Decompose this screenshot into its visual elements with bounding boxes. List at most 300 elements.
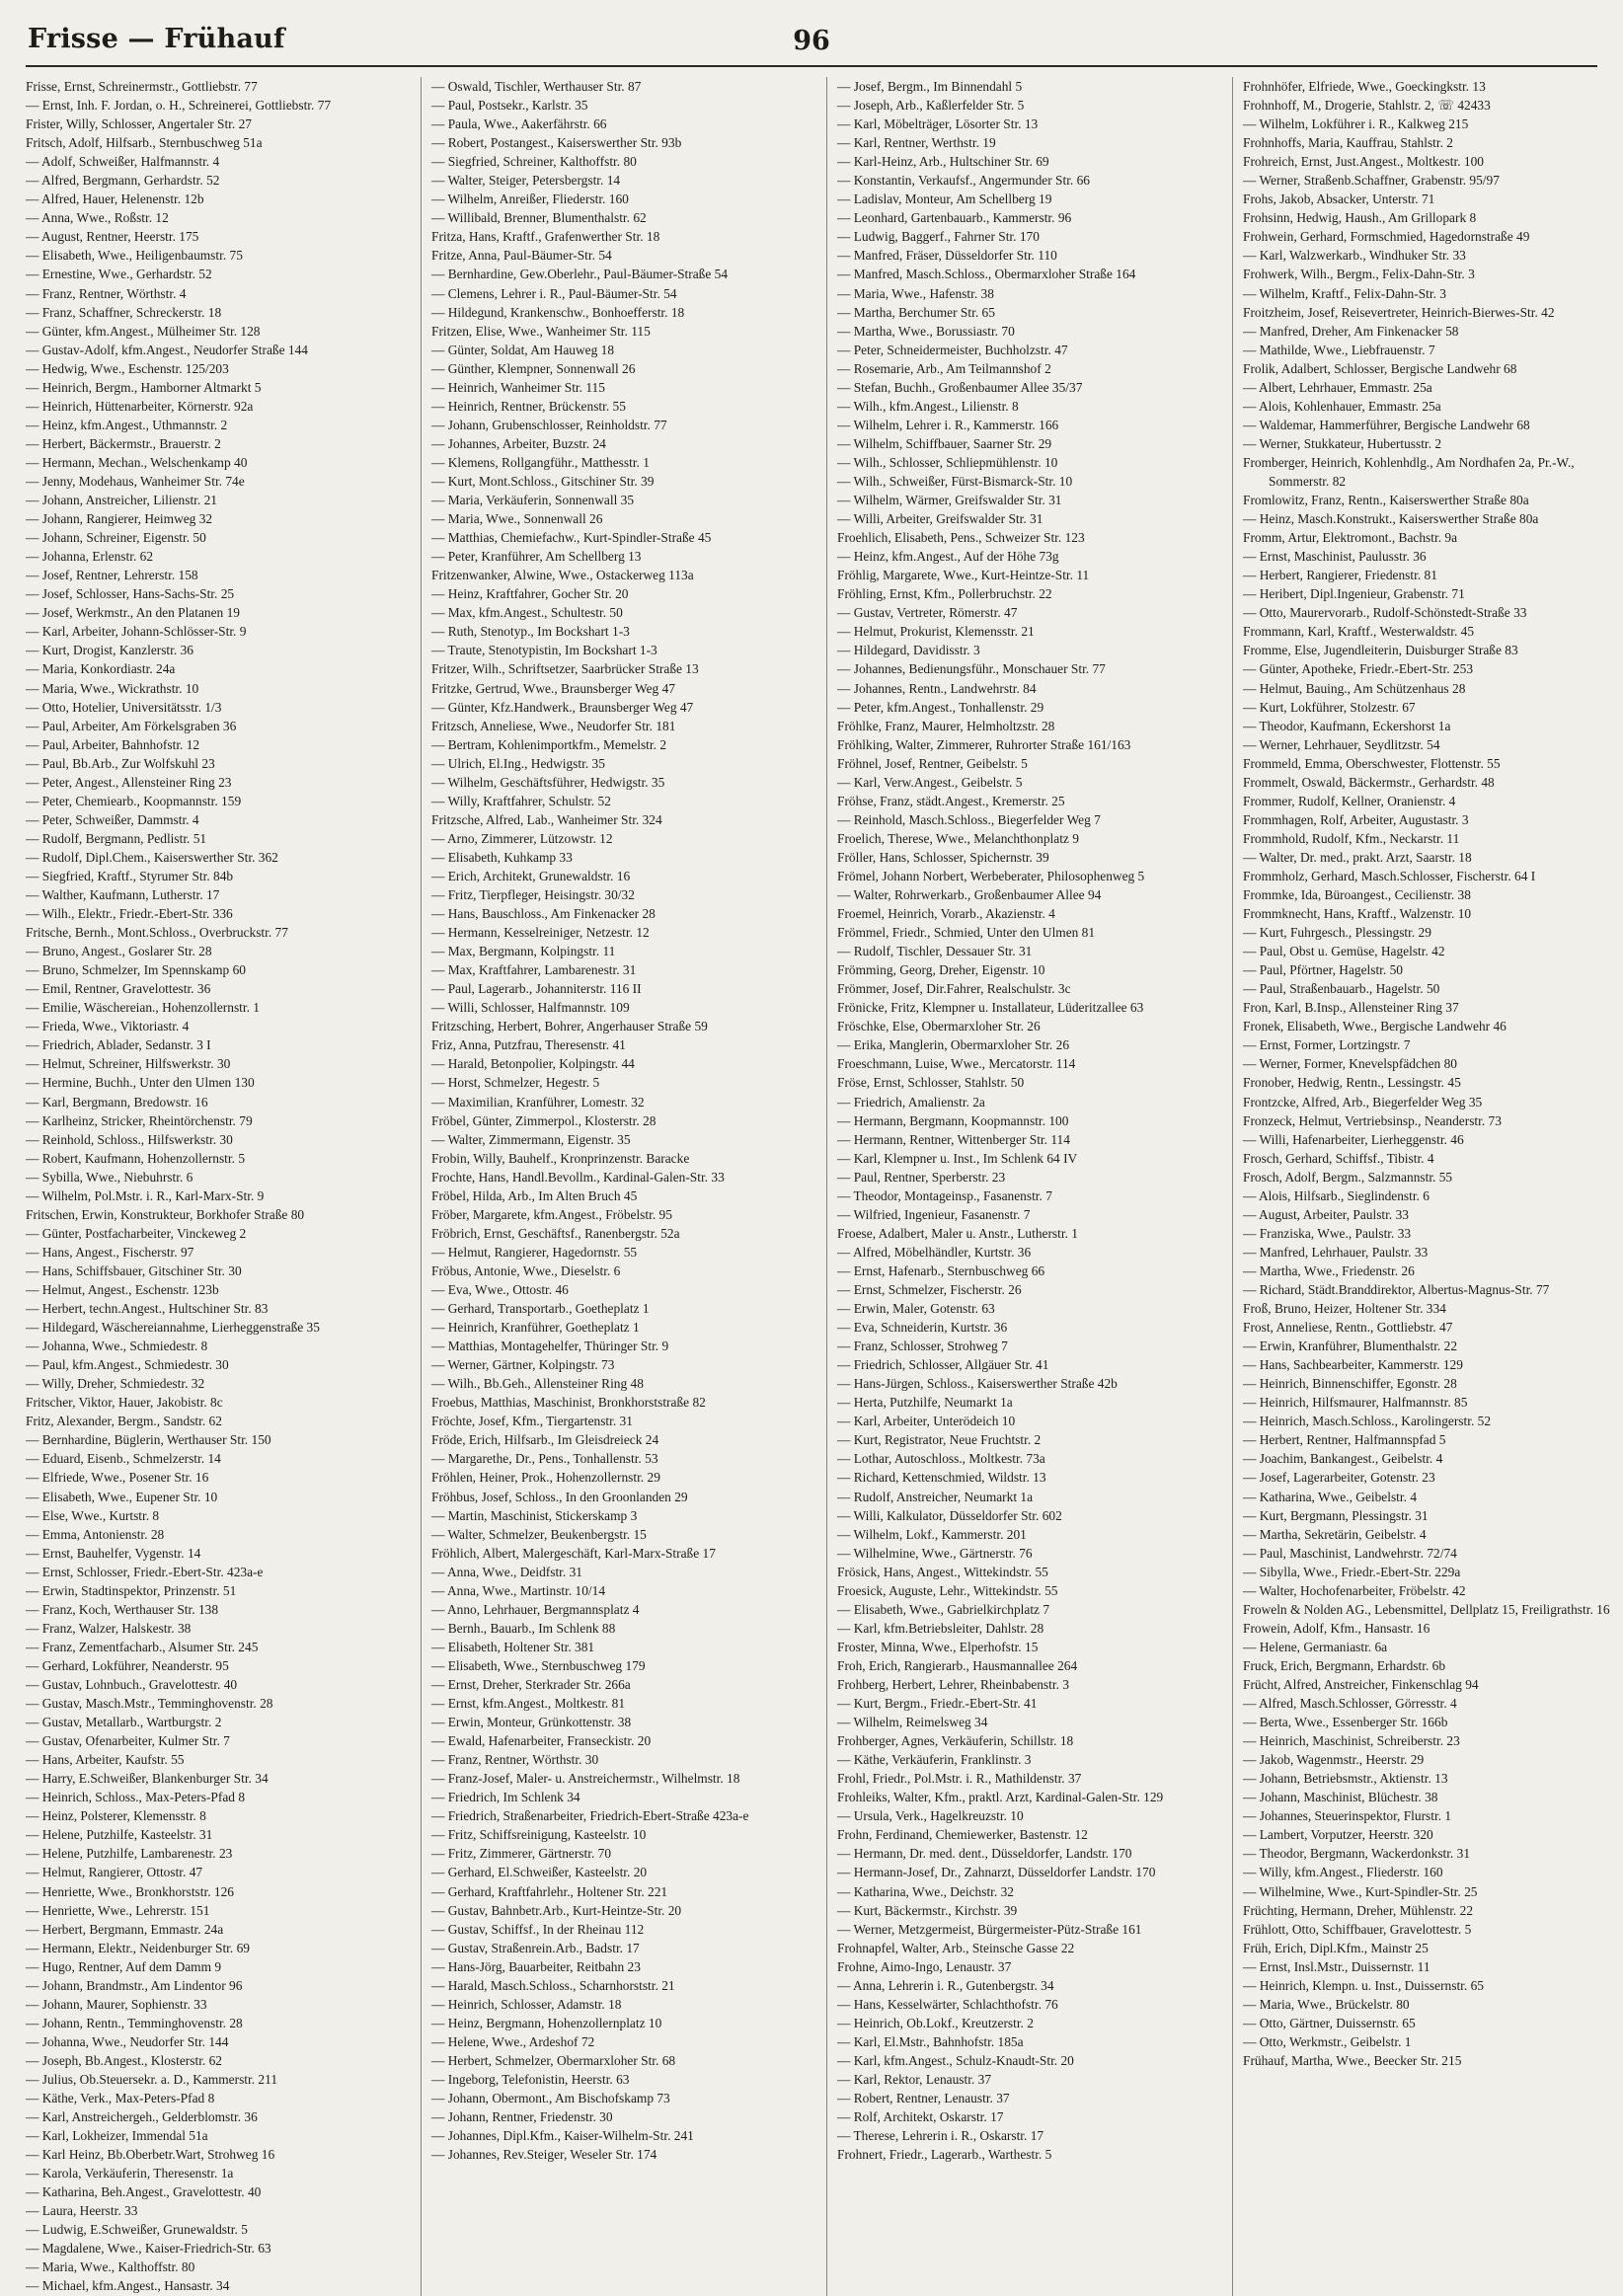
directory-entry: Frohnhoffs, Maria, Kauffrau, Stahlstr. 2 (1243, 135, 1453, 151)
directory-entry: Frommelt, Oswald, Bäckermstr., Gerhardstr. 48 (1243, 774, 1495, 790)
directory-entry: — Heinrich, Rentner, Brückenstr. 55 (431, 398, 626, 414)
directory-entry: — Matthias, Chemiefachw., Kurt-Spindler-Straße 45 (431, 530, 712, 546)
directory-entry: Fröse, Ernst, Schlosser, Stahlstr. 50 (837, 1075, 1025, 1091)
directory-entry: — Peter, Kranführer, Am Schellberg 13 (431, 549, 642, 565)
directory-entry: — Willi, Hafenarbeiter, Lierheggenstr. 46 (1243, 1131, 1464, 1147)
directory-entry: — Wilh., Elektr., Friedr.-Ebert-Str. 336 (26, 906, 233, 922)
directory-entry: — Franz, Schlosser, Strohweg 7 (837, 1339, 1008, 1354)
directory-entry: — Johann, Betriebsmstr., Aktienstr. 13 (1243, 1771, 1448, 1787)
directory-entry: — Käthe, Verk., Max-Peters-Pfad 8 (26, 2091, 215, 2106)
directory-entry: — Josef, Lagerarbeiter, Gotenstr. 23 (1243, 1470, 1435, 1486)
directory-entry: — Ernst, Inh. F. Jordan, o. H., Schreinerei, Gottliebstr. 77 (26, 98, 332, 114)
directory-entry: — Peter, kfm.Angest., Tonhallenstr. 29 (837, 699, 1044, 715)
directory-entry: — Peter, Angest., Allensteiner Ring 23 (26, 774, 232, 790)
directory-entry: — Helmut, Rangierer, Hagedornstr. 55 (431, 1244, 638, 1260)
directory-entry: — Rudolf, Bergmann, Pedlistr. 51 (26, 830, 207, 846)
directory-entry: — Traute, Stenotypistin, Im Bockshart 1-3 (431, 643, 657, 658)
directory-entry: — Elisabeth, Wwe., Heiligenbaumstr. 75 (26, 248, 243, 264)
directory-entry: — Karlheinz, Stricker, Rheintörchenstr. 79 (26, 1112, 253, 1128)
directory-entry: — Robert, Postangest., Kaiserswerther Str. 93b (431, 135, 682, 151)
directory-entry: Frosch, Gerhard, Schiffsf., Tibistr. 4 (1243, 1150, 1434, 1166)
directory-entry: Frohleiks, Walter, Kfm., praktl. Arzt, Kardinal-Galen-Str. 129 (837, 1790, 1164, 1805)
directory-entry: Fröbrich, Ernst, Geschäftsf., Ranenbergstr. 52a (431, 1225, 680, 1241)
directory-entry: — Margarethe, Dr., Pens., Tonhallenstr. 53 (431, 1451, 658, 1467)
directory-entry: — Wilhelm, Kraftf., Felix-Dahn-Str. 3 (1243, 285, 1446, 301)
directory-entry: — Ludwig, Baggerf., Fahrner Str. 170 (837, 229, 1040, 245)
directory-entry: — Günter, Apotheke, Friedr.-Ebert-Str. 253 (1243, 661, 1474, 677)
directory-entry: Fritzer, Wilh., Schriftsetzer, Saarbrücker Straße 13 (431, 661, 699, 677)
directory-entry: — Paul, Postsekr., Karlstr. 35 (431, 98, 588, 114)
directory-entry: — Paul, kfm.Angest., Schmiedestr. 30 (26, 1357, 229, 1373)
directory-entry: — Hermann-Josef, Dr., Zahnarzt, Düsseldorfer Landstr. 170 (837, 1865, 1156, 1880)
directory-entry: Frohne, Aimo-Ingo, Lenaustr. 37 (837, 1958, 1012, 1974)
directory-entry: — Heinz, Polsterer, Klemensstr. 8 (26, 1808, 206, 1824)
directory-entry: — Johanna, Erlenstr. 62 (26, 549, 154, 565)
directory-entry: — Maria, Verkäuferin, Sonnenwall 35 (431, 493, 635, 508)
directory-entry: — Werner, Straßenb.Schaffner, Grabenstr. 95/97 (1243, 173, 1500, 189)
directory-entry: Frochte, Hans, Handl.Bevollm., Kardinal-Galen-Str. 33 (431, 1169, 725, 1185)
directory-entry: — Gustav, Bahnbetr.Arb., Kurt-Heintze-Str. 20 (431, 1902, 682, 1918)
directory-entry: — Käthe, Verkäuferin, Franklinstr. 3 (837, 1752, 1032, 1768)
directory-entry: Frosch, Adolf, Bergm., Salzmannstr. 55 (1243, 1169, 1453, 1185)
directory-entry: Frohs, Jakob, Absacker, Unterstr. 71 (1243, 191, 1435, 207)
directory-entry: — Rudolf, Anstreicher, Neumarkt 1a (837, 1489, 1034, 1504)
directory-entry: — Bertram, Kohlenimportkfm., Memelstr. 2 (431, 736, 667, 752)
directory-entry: — Bernh., Bauarb., Im Schlenk 88 (431, 1620, 616, 1636)
directory-entry: — Heinrich, Kranführer, Goetheplatz 1 (431, 1320, 640, 1336)
directory-entry: Frost, Anneliese, Rentn., Gottliebstr. 47 (1243, 1320, 1453, 1336)
directory-entry: — Katharina, Wwe., Geibelstr. 4 (1243, 1489, 1418, 1504)
directory-entry: — Günter, kfm.Angest., Mülheimer Str. 128 (26, 323, 261, 339)
directory-entry: — Ulrich, El.Ing., Hedwigstr. 35 (431, 755, 605, 771)
directory-entry: — Hans-Jürgen, Schloss., Kaiserswerther Straße 42b (837, 1376, 1118, 1392)
directory-entry: — Joseph, Bb.Angest., Klosterstr. 62 (26, 2052, 222, 2068)
directory-entry: — Joachim, Bankangest., Geibelstr. 4 (1243, 1451, 1443, 1467)
directory-entry: — Rolf, Architekt, Oskarstr. 17 (837, 2109, 1004, 2125)
directory-entry: — Kurt, Bergmann, Plessingstr. 31 (1243, 1507, 1429, 1523)
directory-entry: — Waldemar, Hammerführer, Bergische Landwehr 68 (1243, 417, 1530, 432)
directory-entry: Frohwerk, Wilh., Bergm., Felix-Dahn-Str. 3 (1243, 267, 1475, 282)
directory-entry: — Rosemarie, Arb., Am Teilmannshof 2 (837, 360, 1051, 376)
directory-entry: — Peter, Chemiearb., Koopmannstr. 159 (26, 793, 242, 808)
directory-entry: — Erich, Architekt, Grunewaldstr. 16 (431, 868, 631, 883)
directory-entry: — Karl, El.Mstr., Bahnhofstr. 185a (837, 2033, 1024, 2049)
directory-entry: — Martha, Wwe., Friedenstr. 26 (1243, 1263, 1415, 1278)
directory-entry: — Ernst, Insl.Mstr., Duissernstr. 11 (1243, 1958, 1430, 1974)
directory-entry: — Franz, Schaffner, Schreckerstr. 18 (26, 304, 222, 320)
directory-entry: — Fritz, Zimmerer, Gärtnerstr. 70 (431, 1846, 612, 1862)
directory-entry: Fröller, Hans, Schlosser, Spichernstr. 39 (837, 849, 1049, 865)
directory-entry: — Kurt, Bergm., Friedr.-Ebert-Str. 41 (837, 1696, 1038, 1712)
directory-entry: — Manfred, Dreher, Am Finkenacker 58 (1243, 323, 1459, 339)
directory-entry: Froweln & Nolden AG., Lebensmittel, Dellplatz 15, Freiligrathstr. 16 (1243, 1601, 1610, 1617)
directory-entry: — Maximilian, Kranführer, Lomestr. 32 (431, 1094, 645, 1110)
directory-entry: — Helmut, Schreiner, Hilfswerkstr. 30 (26, 1056, 231, 1072)
directory-entry: Frühauf, Martha, Wwe., Beecker Str. 215 (1243, 2052, 1462, 2068)
directory-entry: — Hildegard, Wäschereiannahme, Lierheggenstraße 35 (26, 1320, 320, 1336)
directory-columns (26, 77, 1610, 2296)
directory-entry: — Karl, kfm.Betriebsleiter, Dahlstr. 28 (837, 1620, 1044, 1636)
directory-entry: — Herbert, techn.Angest., Hultschiner Str. 83 (26, 1301, 269, 1317)
directory-entry: — Jenny, Modehaus, Wanheimer Str. 74e (26, 473, 245, 489)
directory-entry: — Maria, Wwe., Hafenstr. 38 (837, 285, 994, 301)
directory-entry: Froesick, Auguste, Lehr., Wittekindstr. 55 (837, 1582, 1058, 1598)
directory-entry: — Walther, Kaufmann, Lutherstr. 17 (26, 887, 220, 903)
directory-entry: — Wilhelm, Pol.Mstr. i. R., Karl-Marx-Str. 9 (26, 1187, 265, 1203)
directory-entry: — Harry, E.Schweißer, Blankenburger Str. 34 (26, 1771, 269, 1787)
directory-entry: — Maria, Wwe., Brückelstr. 80 (1243, 1996, 1410, 2012)
directory-entry: — Anna, Wwe., Martinstr. 10/14 (431, 1582, 606, 1598)
directory-entry: — Ernst, Bauhelfer, Vygenstr. 14 (26, 1545, 201, 1561)
directory-entry: — Paul, Rentner, Sperberstr. 23 (837, 1169, 1006, 1185)
directory-entry: Frohberger, Agnes, Verkäuferin, Schillstr. 18 (837, 1733, 1074, 1749)
directory-entry: — Eduard, Eisenb., Schmelzerstr. 14 (26, 1451, 221, 1467)
directory-entry: — Kurt, Fuhrgesch., Plessingstr. 29 (1243, 925, 1431, 941)
directory-entry: — Julius, Ob.Steuersekr. a. D., Kammerstr. 211 (26, 2071, 278, 2087)
directory-entry: — Kurt, Lokführer, Stolzestr. 67 (1243, 699, 1416, 715)
directory-entry: — Heinrich, Schloss., Max-Peters-Pfad 8 (26, 1790, 246, 1805)
directory-entry: — Heinrich, Schlosser, Adamstr. 18 (431, 1996, 622, 2012)
directory-entry: — Wilhelm, Wärmer, Greifswalder Str. 31 (837, 493, 1062, 508)
directory-entry: Frommeld, Emma, Oberschwester, Flottenstr. 55 (1243, 755, 1501, 771)
running-title: Frisse — Frühauf (28, 24, 285, 54)
directory-entry: — Ruth, Stenotyp., Im Bockshart 1-3 (431, 624, 630, 640)
directory-entry: — Else, Wwe., Kurtstr. 8 (26, 1507, 160, 1523)
directory-entry: — Johann, Rentn., Temminghovenstr. 28 (26, 2015, 243, 2030)
directory-entry: — Heinrich, Wanheimer Str. 115 (431, 379, 605, 395)
directory-entry: Fromme, Else, Jugendleiterin, Duisburger Straße 83 (1243, 643, 1518, 658)
page-number: 96 (793, 26, 830, 56)
directory-entry: — Magdalene, Wwe., Kaiser-Friedrich-Str. 63 (26, 2241, 271, 2257)
directory-entry: — Gustav, Lohnbuch., Gravelottestr. 40 (26, 1676, 238, 1692)
directory-entry: — Heinz, kfm.Angest., Auf der Höhe 73g (837, 549, 1059, 565)
directory-entry: — Wilhelm, Lokf., Kammerstr. 201 (837, 1526, 1027, 1542)
directory-entry: — Otto, Werkmstr., Geibelstr. 1 (1243, 2033, 1412, 2049)
directory-entry: — Martha, Sekretärin, Geibelstr. 4 (1243, 1526, 1427, 1542)
directory-entry: — Willibald, Brenner, Blumenthalstr. 62 (431, 210, 647, 226)
directory-entry: — Laura, Heerstr. 33 (26, 2203, 138, 2219)
directory-entry: — Peter, Schweißer, Dammstr. 4 (26, 811, 199, 827)
directory-column-2 (421, 77, 814, 2296)
directory-entry: — Heinrich, Hüttenarbeiter, Körnerstr. 92a (26, 398, 254, 414)
directory-entry: — Max, Kraftfahrer, Lambarenestr. 31 (431, 962, 637, 978)
directory-entry: — Karl, Anstreichergeh., Gelderblomstr. 36 (26, 2109, 258, 2125)
directory-entry: — Heinrich, Binnenschiffer, Egonstr. 28 (1243, 1376, 1457, 1392)
directory-entry: — Frieda, Wwe., Viktoriastr. 4 (26, 1019, 190, 1034)
directory-entry: Frobin, Willy, Bauhelf., Kronprinzenstr. Baracke (431, 1150, 690, 1166)
directory-entry: Fröchte, Josef, Kfm., Tiergartenstr. 31 (431, 1414, 633, 1429)
directory-entry: — Bruno, Schmelzer, Im Spennskamp 60 (26, 962, 246, 978)
directory-entry: — Joseph, Arb., Kaßlerfelder Str. 5 (837, 98, 1025, 114)
directory-entry: Frolik, Adalbert, Schlosser, Bergische Landwehr 68 (1243, 360, 1517, 376)
directory-entry: — Walter, Schmelzer, Beukenbergstr. 15 (431, 1526, 647, 1542)
directory-entry: — Gustav, Vertreter, Römerstr. 47 (837, 605, 1018, 621)
directory-entry: Fritzenwanker, Alwine, Wwe., Ostackerweg 113a (431, 568, 694, 583)
directory-entry: — Kurt, Registrator, Neue Fruchtstr. 2 (837, 1432, 1042, 1448)
directory-entry: — Sybilla, Wwe., Niebuhrstr. 6 (26, 1169, 193, 1185)
directory-entry: Frönicke, Fritz, Klempner u. Installateur, Lüderitzallee 63 (837, 1000, 1144, 1016)
directory-entry: — Paul, Straßenbauarb., Hagelstr. 50 (1243, 981, 1440, 997)
directory-entry: — Eva, Schneiderin, Kurtstr. 36 (837, 1320, 1008, 1336)
directory-entry: — Friedrich, Ablader, Sedanstr. 3 I (26, 1037, 211, 1053)
directory-entry: — Fritz, Tierpfleger, Heisingstr. 30/32 (431, 887, 635, 903)
directory-entry: — Emma, Antonienstr. 28 (26, 1526, 165, 1542)
directory-entry: — Josef, Rentner, Lehrerstr. 158 (26, 568, 198, 583)
directory-entry: — Elfriede, Wwe., Posener Str. 16 (26, 1470, 209, 1486)
directory-column-1 (26, 77, 409, 2296)
page-header (26, 22, 1597, 67)
directory-entry: Frohnert, Friedr., Lagerarb., Warthestr. 5 (837, 2147, 1052, 2163)
directory-entry: — August, Rentner, Heerstr. 175 (26, 229, 199, 245)
directory-entry: — Reinhold, Schloss., Hilfswerkstr. 30 (26, 1131, 233, 1147)
directory-entry: Früchting, Hermann, Dreher, Mühlenstr. 22 (1243, 1902, 1474, 1918)
directory-entry: — Johannes, Bedienungsführ., Monschauer Str. 77 (837, 661, 1106, 677)
directory-entry: Froh, Erich, Rangierarb., Hausmannallee 264 (837, 1657, 1078, 1673)
directory-entry: — Günther, Klempner, Sonnenwall 26 (431, 360, 636, 376)
directory-entry: — Maria, Wwe., Kalthoffstr. 80 (26, 2259, 195, 2275)
directory-entry: — Theodor, Bergmann, Wackerdonkstr. 31 (1243, 1846, 1471, 1862)
directory-entry: — Horst, Schmelzer, Hegestr. 5 (431, 1075, 600, 1091)
directory-entry: — Harald, Masch.Schloss., Scharnhorststr. 21 (431, 1977, 675, 1993)
directory-entry: Frohnapfel, Walter, Arb., Steinsche Gasse 22 (837, 1940, 1075, 1955)
directory-entry: — Karl, Rentner, Werthstr. 19 (837, 135, 996, 151)
directory-entry: — Franz-Josef, Maler- u. Anstreichermstr., Wilhelmstr. 18 (431, 1771, 740, 1787)
directory-entry: — Alois, Kohlenhauer, Emmastr. 25a (1243, 398, 1441, 414)
directory-entry: — Willi, Schlosser, Halfmannstr. 109 (431, 1000, 630, 1016)
directory-column-4 (1232, 77, 1623, 2296)
directory-entry: — Karl, Bergmann, Bredowstr. 16 (26, 1094, 208, 1110)
directory-entry: Froehlich, Elisabeth, Pens., Schweizer Str. 123 (837, 530, 1085, 546)
directory-entry: Frohnhöfer, Elfriede, Wwe., Goeckingkstr. 13 (1243, 79, 1486, 94)
directory-entry: Frommer, Rudolf, Kellner, Oranienstr. 4 (1243, 793, 1456, 808)
directory-entry: — Hermann, Bergmann, Koopmannstr. 100 (837, 1112, 1069, 1128)
directory-entry: — Rudolf, Tischler, Dessauer Str. 31 (837, 944, 1033, 959)
directory-entry: — Hans, Arbeiter, Kaufstr. 55 (26, 1752, 185, 1768)
directory-entry: — Alfred, Möbelhändler, Kurtstr. 36 (837, 1244, 1032, 1260)
directory-entry: — Kurt, Drogist, Kanzlerstr. 36 (26, 643, 193, 658)
directory-entry: — Alois, Hilfsarb., Sieglindenstr. 6 (1243, 1187, 1430, 1203)
directory-entry: — Heinrich, Masch.Schloss., Karolingerstr. 52 (1243, 1414, 1492, 1429)
directory-entry: — Heinz, Masch.Konstrukt., Kaiserswerther Straße 80a (1243, 511, 1539, 527)
directory-entry: — Paul, Bb.Arb., Zur Wolfskuhl 23 (26, 755, 215, 771)
directory-entry: Fritzen, Elise, Wwe., Wanheimer Str. 115 (431, 323, 651, 339)
directory-entry: Frösick, Hans, Angest., Wittekindstr. 55 (837, 1564, 1048, 1579)
directory-entry: — Josef, Schlosser, Hans-Sachs-Str. 25 (26, 586, 235, 602)
directory-entry: — Leonhard, Gartenbauarb., Kammerstr. 96 (837, 210, 1072, 226)
directory-entry: — Hermann, Mechan., Welschenkamp 40 (26, 454, 248, 470)
directory-entry: Fröhbus, Josef, Schloss., In den Groonlanden 29 (431, 1489, 688, 1504)
directory-entry: — Johannes, Arbeiter, Buzstr. 24 (431, 435, 606, 451)
directory-entry: — Johann, Maschinist, Blüchestr. 38 (1243, 1790, 1438, 1805)
directory-entry: — Bernhardine, Büglerin, Werthauser Str. 150 (26, 1432, 271, 1448)
directory-entry: — Franziska, Wwe., Paulstr. 33 (1243, 1225, 1412, 1241)
directory-entry: — Hugo, Rentner, Auf dem Damm 9 (26, 1958, 222, 1974)
directory-entry: Fromlowitz, Franz, Rentn., Kaiserswerther Straße 80a (1243, 493, 1529, 508)
directory-entry: Fronek, Elisabeth, Wwe., Bergische Landwehr 46 (1243, 1019, 1507, 1034)
directory-entry: — Paul, Lagerarb., Johanniterstr. 116 II (431, 981, 642, 997)
directory-entry: Fritzsch, Anneliese, Wwe., Neudorfer Str. 181 (431, 718, 676, 733)
directory-entry: — Johannes, Rev.Steiger, Weseler Str. 174 (431, 2147, 657, 2163)
directory-entry: — Konstantin, Verkaufsf., Angermunder Str. 66 (837, 173, 1091, 189)
directory-entry: — Ernst, kfm.Angest., Moltkestr. 81 (431, 1696, 626, 1712)
directory-entry: — Johann, Grubenschlosser, Reinholdstr. 77 (431, 417, 667, 432)
directory-entry: Fromberger, Heinrich, Kohlenhdlg., Am Nordhafen 2a, Pr.-W., Sommerstr. 82 (1243, 454, 1575, 489)
directory-entry: — Friedrich, Schlosser, Allgäuer Str. 41 (837, 1357, 1049, 1373)
directory-entry: Frommhagen, Rolf, Arbeiter, Augustastr. 3 (1243, 811, 1469, 827)
directory-entry: — Karl, kfm.Angest., Schulz-Knaudt-Str. 20 (837, 2052, 1074, 2068)
directory-entry: — Alfred, Masch.Schlosser, Görresstr. 4 (1243, 1696, 1457, 1712)
directory-entry: — Franz, Rentner, Wörthstr. 30 (431, 1752, 599, 1768)
directory-entry: — Johannes, Steuerinspektor, Flurstr. 1 (1243, 1808, 1452, 1824)
directory-entry: Frohreich, Ernst, Just.Angest., Moltkestr. 100 (1243, 154, 1484, 170)
directory-entry: Fröbel, Günter, Zimmerpol., Klosterstr. 28 (431, 1112, 657, 1128)
directory-entry: — Günter, Postfacharbeiter, Vinckeweg 2 (26, 1225, 247, 1241)
directory-entry: — Heinz, Bergmann, Hohenzollernplatz 10 (431, 2015, 662, 2030)
directory-entry: — Hans, Sachbearbeiter, Kammerstr. 129 (1243, 1357, 1463, 1373)
directory-entry: — Anna, Wwe., Deidfstr. 31 (431, 1564, 582, 1579)
directory-entry: Frommke, Ida, Büroangest., Cecilienstr. 38 (1243, 887, 1471, 903)
directory-entry: — Friedrich, Straßenarbeiter, Friedrich-Ebert-Straße 423a-e (431, 1808, 749, 1824)
directory-entry: — Friedrich, Amalienstr. 2a (837, 1094, 985, 1110)
directory-entry: Frohwein, Gerhard, Formschmied, Hagedornstraße 49 (1243, 229, 1530, 245)
directory-entry: — Kurt, Mont.Schloss., Gitschiner Str. 39 (431, 473, 655, 489)
directory-entry: — Manfred, Masch.Schloss., Obermarxloher Straße 164 (837, 267, 1136, 282)
directory-entry: — Klemens, Rollgangführ., Matthesstr. 1 (431, 454, 650, 470)
directory-entry: — Kurt, Bäckermstr., Kirchstr. 39 (837, 1902, 1018, 1918)
directory-entry: — Mathilde, Wwe., Liebfrauenstr. 7 (1243, 342, 1435, 357)
directory-entry: Fröber, Margarete, kfm.Angest., Fröbelstr. 95 (431, 1206, 672, 1222)
directory-entry: — Hedwig, Wwe., Eschenstr. 125/203 (26, 360, 229, 376)
directory-entry: — Emil, Rentner, Gravelottestr. 36 (26, 981, 211, 997)
directory-entry: — Stefan, Buchh., Großenbaumer Allee 35/37 (837, 379, 1083, 395)
directory-entry: Froemel, Heinrich, Vorarb., Akazienstr. 4 (837, 906, 1055, 922)
directory-entry: Fröhlking, Walter, Zimmerer, Ruhrorter Straße 161/163 (837, 736, 1131, 752)
directory-entry: — Elisabeth, Wwe., Sternbuschweg 179 (431, 1657, 646, 1673)
directory-entry: — Willi, Arbeiter, Greifswalder Str. 31 (837, 511, 1043, 527)
directory-entry: — Wilhelm, Geschäftsführer, Hedwigstr. 35 (431, 774, 665, 790)
directory-entry: — Martin, Maschinist, Stickerskamp 3 (431, 1507, 638, 1523)
directory-entry: — Katharina, Beh.Angest., Gravelottestr. 40 (26, 2184, 262, 2200)
directory-entry: Fritsche, Bernh., Mont.Schloss., Overbruckstr. 77 (26, 925, 288, 941)
directory-entry: Fröbel, Hilda, Arb., Im Alten Bruch 45 (431, 1187, 638, 1203)
directory-entry: Fröde, Erich, Hilfsarb., Im Gleisdreieck 24 (431, 1432, 659, 1448)
directory-entry: — Werner, Lehrhauer, Seydlitzstr. 54 (1243, 736, 1440, 752)
directory-entry: — Karl, Arbeiter, Johann-Schlösser-Str. 9 (26, 624, 247, 640)
directory-entry: — Wilhelm, Lokführer i. R., Kalkweg 215 (1243, 116, 1469, 132)
directory-entry: — Walter, Hochofenarbeiter, Fröbelstr. 42 (1243, 1582, 1466, 1598)
directory-entry: Fruck, Erich, Bergmann, Erhardstr. 6b (1243, 1657, 1446, 1673)
directory-entry: — Heinrich, Hilfsmaurer, Halfmannstr. 85 (1243, 1395, 1468, 1411)
directory-entry: Fröhlen, Heiner, Prok., Hohenzollernstr. 29 (431, 1470, 660, 1486)
directory-entry: — Maria, Wwe., Sonnenwall 26 (431, 511, 603, 527)
directory-entry: Fronzeck, Helmut, Vertriebsinsp., Neanderstr. 73 (1243, 1112, 1502, 1128)
directory-entry: Fronober, Hedwig, Rentn., Lessingstr. 45 (1243, 1075, 1461, 1091)
directory-entry: — Johannes, Rentn., Landwehrstr. 84 (837, 680, 1037, 696)
directory-entry: Fritscher, Viktor, Hauer, Jakobistr. 8c (26, 1395, 223, 1411)
directory-entry: — Gerhard, Kraftfahrlehr., Holtener Str. 221 (431, 1883, 668, 1899)
directory-entry: — Helene, Putzhilfe, Lambarenestr. 23 (26, 1846, 233, 1862)
directory-entry: — Helmut, Angest., Eschenstr. 123b (26, 1282, 219, 1297)
directory-entry: — Wilhelmine, Wwe., Kurt-Spindler-Str. 25 (1243, 1883, 1478, 1899)
directory-entry: Froeschmann, Luise, Wwe., Mercatorstr. 114 (837, 1056, 1076, 1072)
directory-entry: — Franz, Zementfacharb., Alsumer Str. 245 (26, 1639, 259, 1654)
directory-entry: Frücht, Alfred, Anstreicher, Finkenschlag 94 (1243, 1676, 1479, 1692)
directory-entry: — Theodor, Montageinsp., Fasanenstr. 7 (837, 1187, 1052, 1203)
directory-entry: Fröhse, Franz, städt.Angest., Kremerstr. 25 (837, 793, 1065, 808)
directory-entry: — Johann, Anstreicher, Lilienstr. 21 (26, 493, 217, 508)
directory-entry: — Ludwig, E.Schweißer, Grunewaldstr. 5 (26, 2222, 248, 2238)
directory-entry: — Katharina, Wwe., Deichstr. 32 (837, 1883, 1014, 1899)
directory-entry: — Peter, Schneidermeister, Buchholzstr. 47 (837, 342, 1068, 357)
directory-entry: — Bernhardine, Gew.Oberlehr., Paul-Bäumer-Straße 54 (431, 267, 729, 282)
directory-entry: — Ernst, Dreher, Sterkrader Str. 266a (431, 1676, 631, 1692)
directory-entry: — Arno, Zimmerer, Lützowstr. 12 (431, 830, 613, 846)
directory-entry: — Franz, Koch, Werthauser Str. 138 (26, 1601, 219, 1617)
directory-entry: — Hermann, Kesselreiniger, Netzestr. 12 (431, 925, 650, 941)
directory-entry: — Günter, Soldat, Am Hauweg 18 (431, 342, 615, 357)
directory-entry: — Helmut, Rangierer, Ottostr. 47 (26, 1865, 203, 1880)
directory-entry: — Wilhelmine, Wwe., Gärtnerstr. 76 (837, 1545, 1033, 1561)
directory-entry: — Henriette, Wwe., Lehrerstr. 151 (26, 1902, 210, 1918)
directory-entry: — Fritz, Schiffsreinigung, Kasteelstr. 10 (431, 1827, 647, 1843)
directory-entry: — Karl, Walzwerkarb., Windhuker Str. 33 (1243, 248, 1466, 264)
directory-entry: — Bruno, Angest., Goslarer Str. 28 (26, 944, 212, 959)
directory-entry: — Anno, Lehrhauer, Bergmannsplatz 4 (431, 1601, 640, 1617)
directory-entry: — Gustav, Schiffsf., In der Rheinau 112 (431, 1921, 645, 1937)
directory-entry: — Willy, kfm.Angest., Fliederstr. 160 (1243, 1865, 1443, 1880)
directory-entry: — Franz, Rentner, Wörthstr. 4 (26, 285, 187, 301)
directory-entry: Frömming, Georg, Dreher, Eigenstr. 10 (837, 962, 1045, 978)
directory-entry: — Otto, Maurervorarb., Rudolf-Schönstedt-Straße 33 (1243, 605, 1527, 621)
directory-entry: — Elisabeth, Wwe., Eupener Str. 10 (26, 1489, 218, 1504)
directory-entry: Frohsinn, Hedwig, Haush., Am Grillopark 8 (1243, 210, 1477, 226)
directory-entry: — Max, Bergmann, Kolpingstr. 11 (431, 944, 616, 959)
directory-entry: Frohberg, Herbert, Lehrer, Rheinbabenstr. 3 (837, 1676, 1069, 1692)
directory-entry: — Reinhold, Masch.Schloss., Biegerfelder Weg 7 (837, 811, 1101, 827)
directory-entry: — Heinz, kfm.Angest., Uthmannstr. 2 (26, 417, 228, 432)
directory-entry: Frömel, Johann Norbert, Werbeberater, Philosophenweg 5 (837, 868, 1145, 883)
directory-entry: — Johannes, Dipl.Kfm., Kaiser-Wilhelm-Str. 241 (431, 2128, 694, 2144)
directory-entry: Fritsch, Adolf, Hilfsarb., Sternbuschweg 51a (26, 135, 263, 151)
directory-entry: — Berta, Wwe., Essenberger Str. 166b (1243, 1715, 1448, 1730)
directory-entry: — Richard, Städt.Branddirektor, Albertus-Magnus-Str. 77 (1243, 1282, 1550, 1297)
directory-entry: — Elisabeth, Wwe., Gabrielkirchplatz 7 (837, 1601, 1050, 1617)
directory-entry: — Oswald, Tischler, Werthauser Str. 87 (431, 79, 642, 94)
directory-entry: — Heinrich, Bergm., Hamborner Altmarkt 5 (26, 379, 262, 395)
directory-entry: — Gustav, Ofenarbeiter, Kulmer Str. 7 (26, 1733, 230, 1749)
directory-entry: — Ernst, Former, Lortzingstr. 7 (1243, 1037, 1411, 1053)
directory-entry: — Otto, Gärtner, Duissernstr. 65 (1243, 2015, 1416, 2030)
directory-entry: Früh, Erich, Dipl.Kfm., Mainstr 25 (1243, 1940, 1429, 1955)
directory-entry: Frohl, Friedr., Pol.Mstr. i. R., Mathildenstr. 37 (837, 1771, 1082, 1787)
directory-entry: — Otto, Hotelier, Universitätsstr. 1/3 (26, 699, 222, 715)
directory-entry: — Ernst, Hafenarb., Sternbuschweg 66 (837, 1263, 1045, 1278)
directory-entry: — Gustav-Adolf, kfm.Angest., Neudorfer Straße 144 (26, 342, 308, 357)
directory-entry: Froese, Adalbert, Maler u. Anstr., Lutherstr. 1 (837, 1225, 1078, 1241)
directory-entry: Frommholz, Gerhard, Masch.Schlosser, Fischerstr. 64 I (1243, 868, 1536, 883)
directory-entry: — Adolf, Schweißer, Halfmannstr. 4 (26, 154, 220, 170)
directory-entry: — Helene, Germaniastr. 6a (1243, 1639, 1388, 1654)
directory-entry: — Harald, Betonpolier, Kolpingstr. 44 (431, 1056, 635, 1072)
directory-entry: — Helmut, Prokurist, Klemensstr. 21 (837, 624, 1035, 640)
directory-entry: — Willy, Dreher, Schmiedestr. 32 (26, 1376, 205, 1392)
directory-entry: — Hildegard, Davidisstr. 3 (837, 643, 980, 658)
directory-entry: — Robert, Kaufmann, Hohenzollernstr. 5 (26, 1150, 246, 1166)
directory-entry: — Anna, Lehrerin i. R., Gutenbergstr. 34 (837, 1977, 1054, 1993)
directory-entry: — Hermann, Dr. med. dent., Düsseldorfer, Landstr. 170 (837, 1846, 1132, 1862)
directory-entry: Fritzsche, Alfred, Lab., Wanheimer Str. 324 (431, 811, 662, 827)
directory-entry: — Sibylla, Wwe., Friedr.-Ebert-Str. 229a (1243, 1564, 1461, 1579)
